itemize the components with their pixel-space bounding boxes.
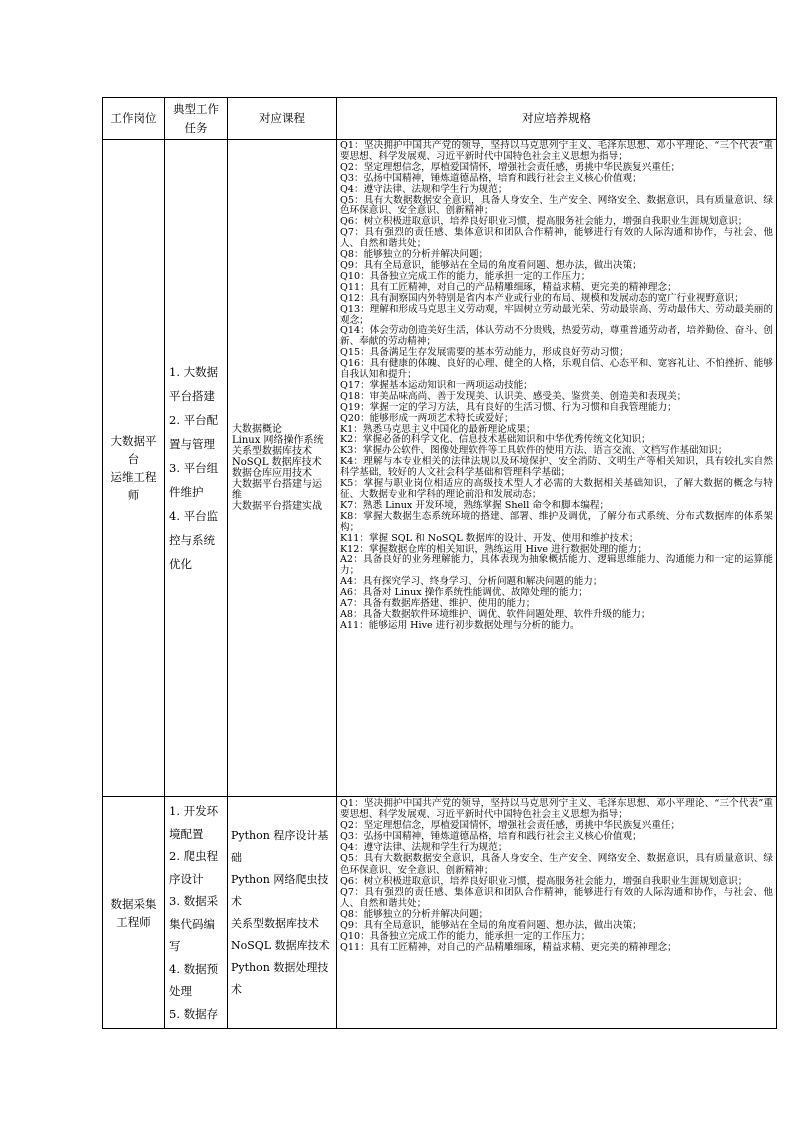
task-line: 1. 大数据: [169, 365, 219, 379]
course-line: 维: [232, 490, 242, 501]
course-line: 关系型数据库技术: [232, 446, 312, 457]
role-line: 工程师: [116, 914, 151, 929]
spec-item: Q15：具备满足生存发展需要的基本劳动能力，形成良好劳动习惯；: [340, 347, 629, 359]
spec-item: Q20：能够形成一两项艺术特长或爱好；: [340, 412, 514, 424]
table-row: [103, 797, 777, 1029]
task-line: 1. 开发环: [169, 804, 219, 818]
spec-item: K4：理解与本专业相关的法律法规以及环境保护、安全消防、文明生产等相关知识，具有较扎实自然科学基础，较好的人文社会科学基础和管理科学基础；: [340, 456, 773, 479]
spec-item: A8：具备大数据软件环境维护、调优、软件问题处理、软件升级的能力；: [340, 608, 651, 620]
spec-item: Q17：掌握基本运动知识和一两项运动技能；: [340, 379, 533, 391]
spec-item: K7：熟悉 Linux 开发环境，熟练掌握 Shell 命令和脚本编程；: [340, 499, 610, 511]
spec-item: Q8：能够独立的分析并解决问题；: [340, 908, 489, 920]
role-line: 大数据平台: [110, 434, 157, 466]
spec-item: K8：掌握大数据生态系统环境的搭建、部署、维护及调优，了解分布式系统、分布式数据库的体系架构；: [340, 510, 773, 533]
course-line: 关系型数据库技术: [231, 916, 319, 930]
spec-item: K11：掌握 SQL 和 NoSQL 数据库的设计、开发、使用和维护技术；: [340, 532, 639, 544]
course-line: Linux 网络操作系统: [232, 435, 324, 446]
tasks-cell: [165, 140, 228, 797]
specs-cell: [337, 797, 777, 1029]
courses-cell: [228, 797, 337, 1029]
spec-item: A11：能够运用 Hive 进行初步数据处理与分析的能力。: [340, 619, 580, 631]
course-line: Python 网络爬虫技: [231, 872, 329, 886]
role-cell: [103, 797, 165, 1029]
task-line: 2. 平台配: [169, 413, 219, 427]
spec-item: Q13：理解和形成马克思主义劳动观，牢固树立劳动最光荣、劳动最崇高、劳动最伟大、劳动最美丽的观念；: [340, 303, 773, 326]
spec-item: Q6：树立积极进取意识，培养良好职业习惯，提高服务社会能力，增强自我职业生涯规划意识；: [340, 216, 748, 228]
spec-item: Q3：弘扬中国精神，锤炼道德品格，培育和践行社会主义核心价值观；: [340, 831, 642, 843]
tasks-cell: [165, 797, 228, 1029]
spec-item: Q1：坚决拥护中国共产党的领导，坚持以马克思列宁主义、毛泽东思想、邓小平理论、“三个代表”重要思想、科学发展观、习近平新时代中国特色社会主义思想为指导；: [340, 798, 773, 821]
spec-item: Q9：具有全局意识，能够站在全局的角度看问题、想办法，做出决策；: [340, 259, 642, 271]
header-role: 工作岗位: [103, 98, 165, 140]
spec-item: Q3：弘扬中国精神，锤炼道德品格，培育和践行社会主义核心价值观；: [340, 172, 642, 184]
spec-item: Q2：坚定理想信念，厚植爱国情怀，增强社会责任感，勇挑中华民族复兴重任；: [340, 820, 681, 832]
task-line: 件维护: [169, 485, 204, 499]
role-cell: [103, 140, 165, 797]
task-line: 序设计: [169, 871, 204, 886]
role-line: 数据采集: [110, 896, 157, 911]
spec-item: A7：具备有数据库搭建、维护、使用的能力；: [340, 598, 536, 610]
spec-item: Q8：能够独立的分析并解决问题；: [340, 249, 489, 261]
course-line: 数据仓库应用技术: [232, 468, 312, 479]
spec-item: Q4：遵守法律、法规和学生行为规范；: [340, 183, 508, 195]
header-task-line: 任务: [184, 120, 208, 135]
task-line: 4. 平台监: [169, 509, 219, 523]
spec-item: Q5：具有大数据数据安全意识，具备人身安全、生产安全、网络安全、数据意识，具有质量意识、绿色环保意识、安全意识、创新精神；: [340, 853, 773, 876]
table-row: [103, 140, 777, 797]
course-line: 术: [231, 982, 242, 996]
course-line: 大数据平台搭建实战: [232, 501, 322, 512]
spec-item: Q7：具有强烈的责任感、集体意识和团队合作精神，能够进行有效的人际沟通和协作，与社会、他人、自然和谐共处；: [340, 886, 773, 909]
header-row: [103, 98, 777, 140]
task-line: 平台搭建: [169, 389, 215, 403]
spec-item: Q18：审美品味高尚、善于发现美、认识美、感受美、鉴赏美、创造美和表现美；: [340, 390, 687, 402]
training-spec-table: [102, 97, 777, 1029]
task-line: 5. 数据存: [169, 1006, 219, 1021]
spec-item: K1：熟悉马克思主义中国化的最新理论成果；: [340, 423, 536, 435]
header-task-line: 典型工作: [173, 101, 219, 116]
course-line: 大数据概论: [232, 424, 282, 435]
task-line: 境配置: [169, 826, 204, 841]
spec-item: K3：掌握办公软件、图像处理软件等工具软件的使用方法、语言交流、文档写作基础知识；: [340, 445, 728, 457]
spec-item: Q16：具有健康的体魄、良好的心理、健全的人格，乐观自信、心态平和、宽容礼让、不怕挫折、能够自我认知和提升；: [340, 358, 773, 381]
spec-item: Q11：具有工匠精神，对自己的产品精雕细琢，精益求精、更完美的精神理念；: [340, 942, 677, 954]
spec-item: A2：具备良好的业务理解能力，具体表现为抽象概括能力、逻辑思维能力、沟通能力和一定的运算能力；: [340, 554, 773, 577]
spec-item: Q19：掌握一定的学习方法，具有良好的生活习惯、行为习惯和自我管理能力；: [340, 401, 677, 413]
spec-item: Q4：遵守法律、法规和学生行为规范；: [340, 842, 508, 854]
courses-cell: [228, 140, 337, 797]
spec-item: Q6：树立积极进取意识，培养良好职业习惯，提高服务社会能力，增强自我职业生涯规划意识；: [340, 875, 748, 887]
course-line: 术: [231, 894, 242, 908]
task-line: 处理: [169, 984, 192, 998]
role-line: 运维工程师: [110, 470, 157, 502]
course-line: Python 数据处理技: [231, 960, 329, 974]
task-line: 置与管理: [169, 437, 215, 451]
spec-item: Q5：具有大数据数据安全意识，具备人身安全、生产安全、网络安全、数据意识，具有质量意识、绿色环保意识、安全意识、创新精神；: [340, 194, 773, 217]
task-line: 2. 爬虫程: [169, 849, 219, 863]
spec-item: K12：掌握数据仓库的相关知识，熟练运用 Hive 进行数据处理的能力；: [340, 543, 648, 555]
spec-item: Q1：坚决拥护中国共产党的领导，坚持以马克思列宁主义、毛泽东思想、邓小平理论、“三个代表”重要思想、科学发展观、习近平新时代中国特色社会主义思想为指导；: [340, 140, 773, 162]
course-line: Python 程序设计基: [231, 828, 329, 842]
spec-item: A6：具备对 Linux 操作系统性能调优、故障处理的能力；: [340, 587, 588, 599]
spec-item: Q12：具有洞察国内外特别是省内本产业或行业的布局、规模和发展动态的宽广行业视野意识；: [340, 292, 744, 304]
spec-item: A4：具有探究学习、终身学习、分析问题和解决问题的能力；: [340, 576, 603, 588]
specs-cell: [337, 140, 777, 797]
task-line: 3. 数据采: [169, 894, 219, 908]
header-task: [165, 98, 228, 140]
course-line: NoSQL 数据库技术: [231, 938, 330, 952]
task-line: 3. 平台组: [169, 461, 219, 475]
task-line: 4. 数据预: [169, 961, 219, 976]
spec-item: Q14：体会劳动创造美好生活，体认劳动不分贵贱，热爱劳动，尊重普通劳动者，培养勤俭、奋斗、创新、奉献的劳动精神；: [340, 325, 773, 348]
header-specs: 对应培养规格: [337, 98, 777, 140]
spec-item: Q10：具备独立完成工作的能力，能承担一定的工作压力；: [340, 931, 591, 943]
spec-item: Q9：具有全局意识，能够站在全局的角度看问题、想办法，做出决策；: [340, 920, 642, 932]
task-line: 控与系统: [169, 533, 215, 547]
spec-item: K2：掌握必备的科学文化、信息技术基础知识和中华优秀传统文化知识；: [340, 434, 651, 446]
spec-item: Q11：具有工匠精神，对自己的产品精雕细琢，精益求精、更完美的精神理念；: [340, 281, 677, 293]
course-line: NoSQL 数据库技术: [232, 457, 322, 468]
header-courses: 对应课程: [228, 98, 337, 140]
task-line: 优化: [169, 557, 192, 571]
course-line: 础: [231, 850, 242, 864]
spec-item: K5：掌握与职业岗位相适应的高级技术型人才必需的大数据相关基础知识，了解大数据的概念与特征、大数据专业和学科的理论前沿和发展动态；: [340, 478, 773, 500]
task-line: 集代码编: [169, 916, 215, 931]
course-line: 大数据平台搭建与运: [232, 479, 322, 490]
spec-item: Q7：具有强烈的责任感、集体意识和团队合作精神，能够进行有效的人际沟通和协作，与社会、他人、自然和谐共处；: [340, 227, 773, 250]
spec-item: Q2：坚定理想信念，厚植爱国情怀，增强社会责任感，勇挑中华民族复兴重任；: [340, 161, 681, 173]
task-line: 写: [169, 939, 181, 953]
spec-item: Q10：具备独立完成工作的能力，能承担一定的工作压力；: [340, 270, 591, 282]
